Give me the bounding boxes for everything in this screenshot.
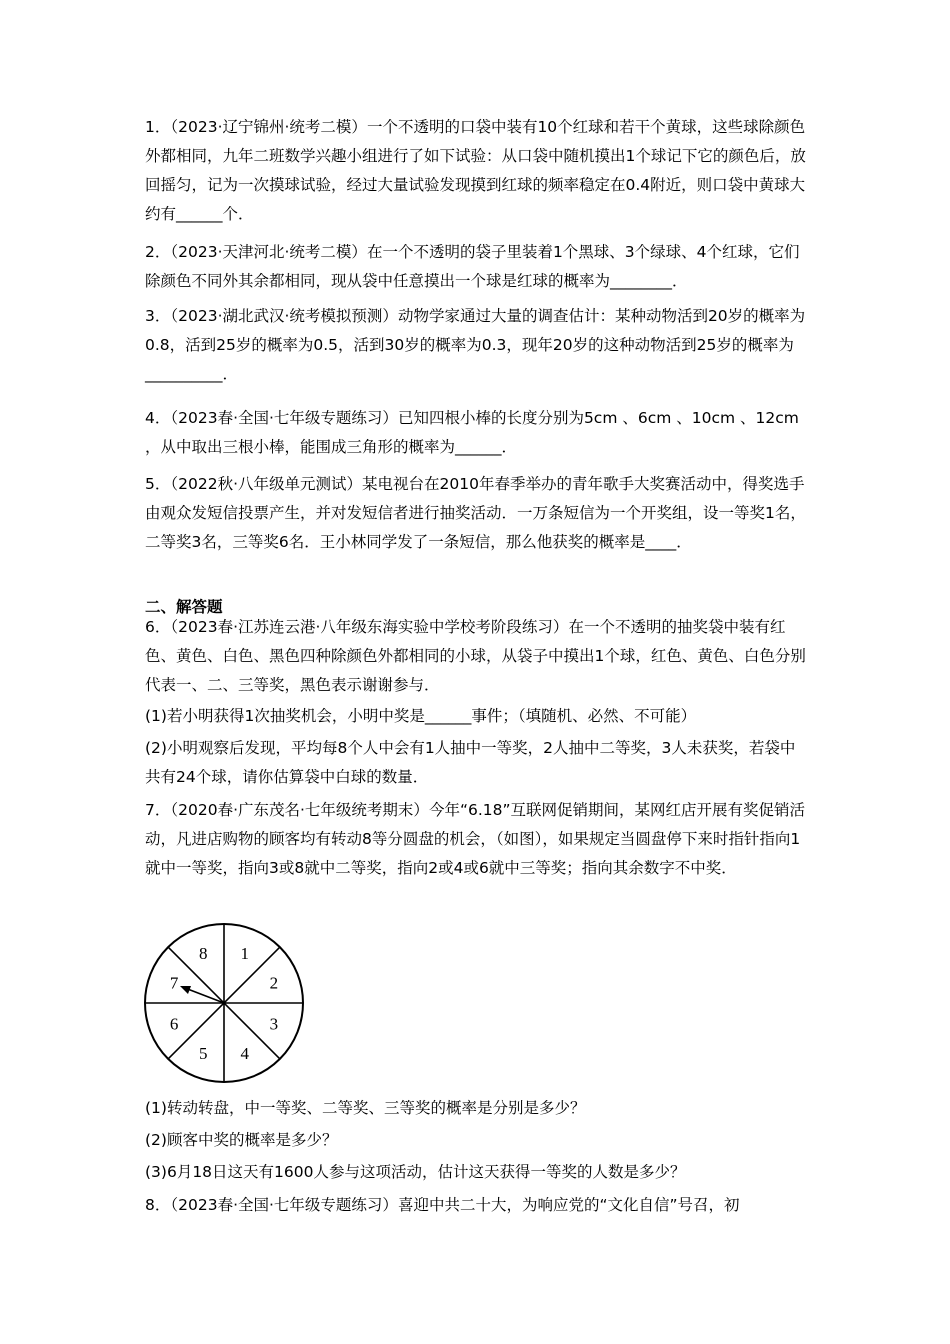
question-source: （2023春·全国·七年级专题练习）: [170, 409, 398, 427]
question-4: [145, 404, 810, 462]
question-number: 6．: [145, 618, 171, 636]
pointer-arrow: [180, 986, 224, 1003]
question-source: （2023·辽宁锦州·统考二模）: [170, 118, 367, 136]
section-heading: 二、解答题: [145, 598, 223, 616]
wheel-label-6: 6: [169, 1014, 179, 1034]
wheel-label-4: 4: [240, 1043, 249, 1063]
question-text: 在一个不透明的抽奖袋中装有红色、黄色、白色、黑色四种除颜色外都相同的小球，从袋子中摸出1个球，红色、黄色、白色分别代表一、二、三等奖，黑色表示谢谢参与．: [145, 618, 806, 694]
question-text: 动物学家通过大量的调查估计：某种动物活到20岁的概率为0.8，活到25岁的概率为0.5，活到30岁的概率为0.3，现年20岁的这种动物活到25岁的概率为__________．: [145, 307, 806, 383]
question-number: 2．: [145, 243, 171, 261]
wheel-label-5: 5: [199, 1043, 208, 1063]
question-6: [145, 613, 810, 700]
question-text: 在一个不透明的袋子里装着1个黑球、3个绿球、4个红球，它们除颜色不同外其余都相同，现从袋中任意摸出一个球是红球的概率为________．: [145, 243, 800, 290]
question-text: 喜迎中共二十大，为响应党的“文化自信”号召，初: [397, 1196, 740, 1214]
wheel-label-1: 1: [240, 944, 249, 964]
question-8: [145, 1191, 810, 1220]
question-5: [145, 470, 810, 557]
question-7-part-2: (2)顾客中奖的概率是多少？: [145, 1131, 338, 1149]
question-source: （2022秋·八年级单元测试）: [170, 475, 362, 493]
question-6-part-1: (1)若小明获得1次抽奖机会，小明中奖是______事件；（填随机、必然、不可能）: [145, 707, 697, 725]
question-number: 5．: [145, 475, 171, 493]
wheel-label-8: 8: [199, 944, 208, 964]
question-text: 一个不透明的口袋中装有10个红球和若干个黄球，这些球除颜色外都相同，九年二班数学兴趣小组进行了如下试验：从口袋中随机摸出1个球记下它的颜色后，放回摇匀，记为一次摸球试验，经过大量试验发现摸到红球的频率稳定在0.4附近，则口袋中黄球大约有______个．: [145, 118, 806, 223]
question-7: [145, 796, 810, 883]
question-source: （2023·湖北武汉·统考模拟预测）: [170, 307, 398, 325]
question-6-part-2: (2)小明观察后发现，平均每8个人中会有1人抽中一等奖，2人抽中二等奖，3人未获奖，若袋中共有24个球，请你估算袋中白球的数量．: [145, 739, 796, 786]
question-source: （2023春·全国·七年级专题练习）: [170, 1196, 398, 1214]
wheel-label-2: 2: [269, 973, 279, 993]
question-source: （2020春·广东茂名·七年级统考期末）: [170, 801, 429, 819]
wheel-label-3: 3: [269, 1014, 279, 1034]
question-7-part-3: (3)6月18日这天有1600人参与这项活动，估计这天获得一等奖的人数是多少？: [145, 1163, 686, 1181]
question-text: 已知四根小棒的长度分别为5cm 、6cm 、10cm 、12cm ，从中取出三根小棒，能围成三角形的概率为______．: [145, 409, 799, 456]
question-2: [145, 238, 810, 296]
question-number: 1．: [145, 118, 171, 136]
question-number: 4．: [145, 409, 171, 427]
question-text: 今年“6.18”互联网促销期间，某网红店开展有奖促销活动，凡进店购物的顾客均有转动8等分圆盘的机会，（如图），如果规定当圆盘停下来时指针指向1就中一等奖，指向3或8就中二等奖，指向2或4或6就中三等奖；指向其余数字不中奖．: [145, 801, 806, 877]
question-source: （2023·天津河北·统考二模）: [170, 243, 367, 261]
question-3: [145, 302, 810, 389]
question-number: 7．: [145, 801, 171, 819]
question-7-part-1: (1)转动转盘，中一等奖、二等奖、三等奖的概率是分别是多少？: [145, 1099, 586, 1117]
question-text: 某电视台在2010年春季举办的青年歌手大奖赛活动中，得奖选手由观众发短信投票产生，并对发短信者进行抽奖活动．一万条短信为一个开奖组，设一等奖1名，二等奖3名，三等奖6名．王小林同学发了一条短信，那么他获奖的概率是____．: [145, 475, 806, 551]
spinner-wheel-figure: [143, 922, 305, 1084]
question-1: [145, 113, 810, 229]
question-number: 3．: [145, 307, 171, 325]
wheel-label-7: 7: [169, 973, 179, 993]
question-source: （2023春·江苏连云港·八年级东海实验中学校考阶段练习）: [170, 618, 569, 636]
question-number: 8．: [145, 1196, 171, 1214]
